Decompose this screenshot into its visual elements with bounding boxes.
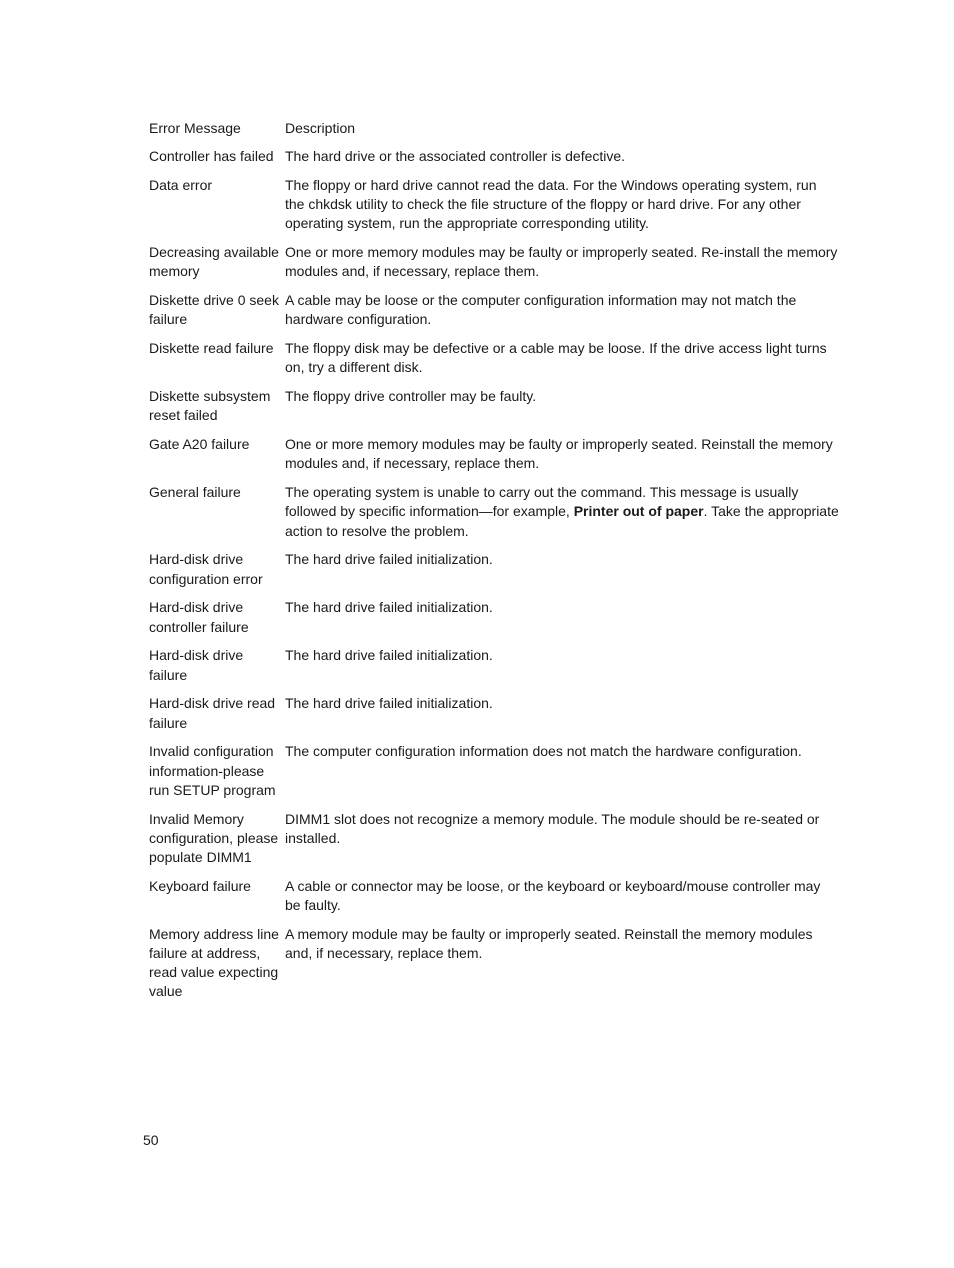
description-cell: The hard drive or the associated controller is defective. [285, 148, 626, 165]
error-message-cell: Hard-disk drive controller failure [149, 599, 249, 635]
table-header-row [149, 119, 839, 147]
error-message-cell: Hard-disk drive failure [149, 647, 244, 683]
description-cell: A cable or connector may be loose, or the keyboard or keyboard/mouse controller may be faulty. [285, 877, 821, 914]
table-row [149, 877, 839, 925]
description-cell: One or more memory modules may be faulty or improperly seated. Re-install the memory modules and, if necessary, replace them. [285, 244, 838, 280]
table-row [149, 176, 839, 243]
description-cell: A memory module may be faulty or improperly seated. Reinstall the memory modules and, if necessary, replace them. [285, 925, 813, 962]
table-row [149, 646, 839, 694]
description-text: . Take the appropriate action to resolve the problem. [285, 503, 839, 539]
description-cell: The hard drive failed initialization. [285, 647, 493, 664]
error-message-cell: Diskette read failure [149, 340, 274, 357]
header-error-message: Error Message [149, 120, 241, 136]
table-row [149, 243, 839, 291]
error-message-cell: Diskette subsystem reset failed [149, 388, 271, 424]
table-row [149, 550, 839, 598]
table-row [149, 435, 839, 483]
description-cell: DIMM1 slot does not recognize a memory module. The module should be re-seated or installed. [285, 810, 820, 846]
error-message-cell: Invalid configuration information-please run SETUP program [149, 743, 276, 798]
table-row [149, 598, 839, 646]
description-cell: The hard drive failed initialization. [285, 599, 493, 616]
error-message-cell: Hard-disk drive configuration error [149, 551, 263, 587]
description-cell: The floppy or hard drive cannot read the data. For the Windows operating system, run the chkdsk utility to check the file structure of the floppy or hard drive. For any other operating system, run the appropriate corresponding utility. [285, 177, 817, 232]
description-cell: The hard drive failed initialization. [285, 695, 493, 712]
emphasized-message: Printer out of paper [573, 503, 704, 520]
table-row [149, 387, 839, 435]
error-message-table [149, 119, 839, 1011]
error-message-cell: Invalid Memory configuration, please populate DIMM1 [149, 810, 279, 866]
description-cell: The floppy drive controller may be faulty. [285, 388, 537, 405]
table-row [149, 339, 839, 387]
error-message-cell: General failure [149, 484, 241, 501]
description-cell [285, 483, 839, 550]
error-message-cell: Hard-disk drive read failure [149, 695, 276, 731]
table-row [149, 742, 839, 809]
description-cell: The floppy disk may be defective or a cable may be loose. If the drive access light turns on, try a different disk. [285, 340, 827, 376]
table-row [149, 291, 839, 339]
page-number: 50 [143, 1132, 159, 1148]
description-text: The operating system is unable to carry out the command. This message is usually followed by specific information—for example, [285, 484, 799, 520]
header-description: Description [285, 120, 356, 136]
description-cell: One or more memory modules may be faulty or improperly seated. Reinstall the memory modules and, if necessary, replace them. [285, 436, 833, 472]
table-row [149, 147, 839, 176]
error-message-cell: Diskette drive 0 seek failure [149, 292, 279, 328]
description-cell: The hard drive failed initialization. [285, 551, 493, 568]
error-message-cell: Decreasing available memory [149, 244, 279, 280]
table-row [149, 694, 839, 742]
description-cell: The computer configuration information does not match the hardware configuration. [285, 743, 802, 760]
error-message-cell: Gate A20 failure [149, 436, 250, 453]
error-message-cell: Keyboard failure [149, 877, 251, 894]
error-message-cell: Controller has failed [149, 148, 274, 165]
table-row [149, 483, 839, 550]
description-cell: A cable may be loose or the computer configuration information may not match the hardware configuration. [285, 292, 797, 328]
error-message-cell: Memory address line failure at address, read value expecting value [149, 925, 279, 1000]
error-message-cell: Data error [149, 177, 213, 193]
table-row [149, 925, 839, 1011]
table-row [149, 810, 839, 877]
